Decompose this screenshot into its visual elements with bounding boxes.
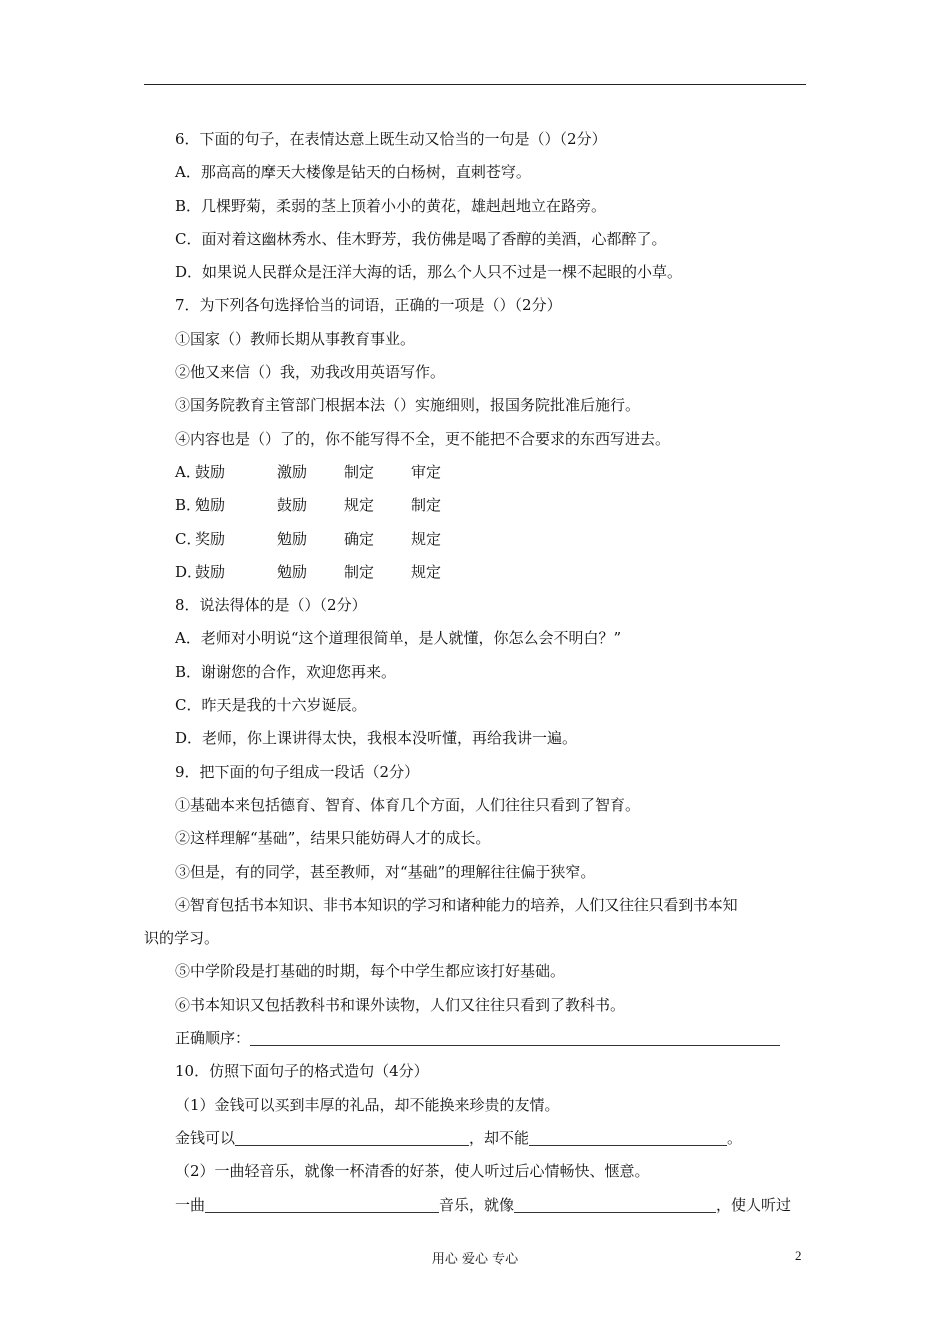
option-word: 制定 xyxy=(344,562,375,581)
option-word: 勉励 xyxy=(195,496,226,515)
q6-option-a: A．那高高的摩天大楼像是钻天的白杨树，直刺苍穹。 xyxy=(175,163,531,182)
q9-sentence-4: ④智育包括书本知识、非书本知识的学习和诸种能力的培养，人们又往往只看到书本知 xyxy=(175,895,738,914)
q7-option-c xyxy=(144,523,808,556)
option-word: 制定 xyxy=(344,462,375,481)
option-word: 确定 xyxy=(344,529,375,548)
q10-example-2: （2）一曲轻音乐，就像一杯清香的好茶，使人听过后心情畅快、惬意。 xyxy=(175,1162,650,1181)
option-word: 审定 xyxy=(411,462,442,481)
q6-option-d: D．如果说人民群众是汪洋大海的话，那么个人只不过是一棵不起眼的小草。 xyxy=(175,263,683,282)
q10-fill-row-2 xyxy=(144,1189,808,1222)
option-word: 规定 xyxy=(344,496,375,515)
q10-fill-row-1 xyxy=(144,1122,808,1155)
option-word: 勉励 xyxy=(277,562,308,581)
q10-fill1-text-b: ，却不能 xyxy=(469,1128,530,1147)
q9-answer-row xyxy=(144,1022,808,1055)
q9-answer-blank[interactable] xyxy=(250,1027,780,1046)
q7-option-d xyxy=(144,556,808,589)
q10-fill1-blank-2[interactable] xyxy=(529,1127,727,1146)
option-word: 激励 xyxy=(277,462,308,481)
q6-option-c: C．面对着这幽林秀水、佳木野芳，我仿佛是喝了香醇的美酒，心都醉了。 xyxy=(175,229,667,248)
q6-option-b: B．几棵野菊，柔弱的茎上顶着小小的黄花，雄赳赳地立在路旁。 xyxy=(175,196,607,215)
q7-stem: 7．为下列各句选择恰当的词语，正确的一项是（）（2分） xyxy=(175,296,562,315)
q7-sentence-2: ②他又来信（）我，劝我改用英语写作。 xyxy=(175,363,446,382)
option-word: 勉励 xyxy=(277,529,308,548)
q10-example-1: （1）金钱可以买到丰厚的礼品，却不能换来珍贵的友情。 xyxy=(175,1095,560,1114)
q7-sentence-4: ④内容也是（）了的，你不能写得不全，更不能把不合要求的东西写进去。 xyxy=(175,429,671,448)
q7-option-b xyxy=(144,489,808,522)
q7-sentence-1: ①国家（）教师长期从事教育事业。 xyxy=(175,329,416,348)
q10-stem: 10．仿照下面句子的格式造句（4分） xyxy=(175,1062,429,1081)
header-rule xyxy=(144,84,806,85)
option-word: 鼓励 xyxy=(195,462,226,481)
option-word: 规定 xyxy=(411,529,442,548)
q9-stem: 9．把下面的句子组成一段话（2分） xyxy=(175,762,420,781)
q9-answer-label: 正确顺序： xyxy=(175,1029,251,1048)
q7-sentence-3: ③国务院教育主管部门根据本法（）实施细则，报国务院批准后施行。 xyxy=(175,396,641,415)
option-letter: A． xyxy=(175,462,201,481)
q8-stem: 8．说法得体的是（）（2分） xyxy=(175,596,367,615)
option-word: 奖励 xyxy=(195,529,226,548)
footer-slogan: 用心 爱心 专心 xyxy=(431,1252,519,1267)
option-letter: B． xyxy=(175,496,202,515)
q10-fill2-blank-1[interactable] xyxy=(205,1194,439,1213)
option-word: 鼓励 xyxy=(277,496,308,515)
q8-option-c: C．昨天是我的十六岁诞辰。 xyxy=(175,696,367,715)
q10-fill2-blank-2[interactable] xyxy=(514,1194,716,1213)
q6-stem: 6．下面的句子，在表情达意上既生动又恰当的一句是（）（2分） xyxy=(175,130,607,148)
q7-option-a xyxy=(144,456,808,489)
page-number: 2 xyxy=(795,1248,802,1263)
q9-sentence-2: ②这样理解“基础”，结果只能妨碍人才的成长。 xyxy=(175,829,491,848)
q10-fill1-blank-1[interactable] xyxy=(235,1127,469,1146)
option-letter: D． xyxy=(175,562,203,581)
q8-option-b: B．谢谢您的合作，欢迎您再来。 xyxy=(175,662,397,681)
q10-fill1-text-c: 。 xyxy=(727,1128,743,1147)
q9-sentence-4-continued: 识的学习。 xyxy=(144,929,220,948)
q8-option-d: D．老师，你上课讲得太快，我根本没听懂，再给我讲一遍。 xyxy=(175,729,578,748)
option-word: 制定 xyxy=(411,496,442,515)
q10-fill1-text-a: 金钱可以 xyxy=(175,1128,236,1147)
option-word: 鼓励 xyxy=(195,562,226,581)
q10-fill2-text-b: 音乐，就像 xyxy=(439,1195,515,1214)
q10-fill2-text-c: ，使人听过 xyxy=(716,1195,792,1214)
q10-fill2-text-a: 一曲 xyxy=(175,1195,206,1214)
option-letter: C． xyxy=(175,529,202,548)
document-body xyxy=(144,123,808,1222)
q9-sentence-6: ⑥书本知识又包括教科书和课外读物，人们又往往只看到了教科书。 xyxy=(175,995,626,1014)
q9-sentence-3: ③但是，有的同学，甚至教师，对“基础”的理解往往偏于狭窄。 xyxy=(175,862,596,881)
option-word: 规定 xyxy=(411,562,442,581)
q9-sentence-5: ⑤中学阶段是打基础的时期，每个中学生都应该打好基础。 xyxy=(175,962,566,981)
q9-sentence-1: ①基础本来包括德育、智育、体育几个方面，人们往往只看到了智育。 xyxy=(175,795,641,814)
q8-option-a: A．老师对小明说“这个道理很简单，是人就懂，你怎么会不明白？” xyxy=(175,629,622,648)
